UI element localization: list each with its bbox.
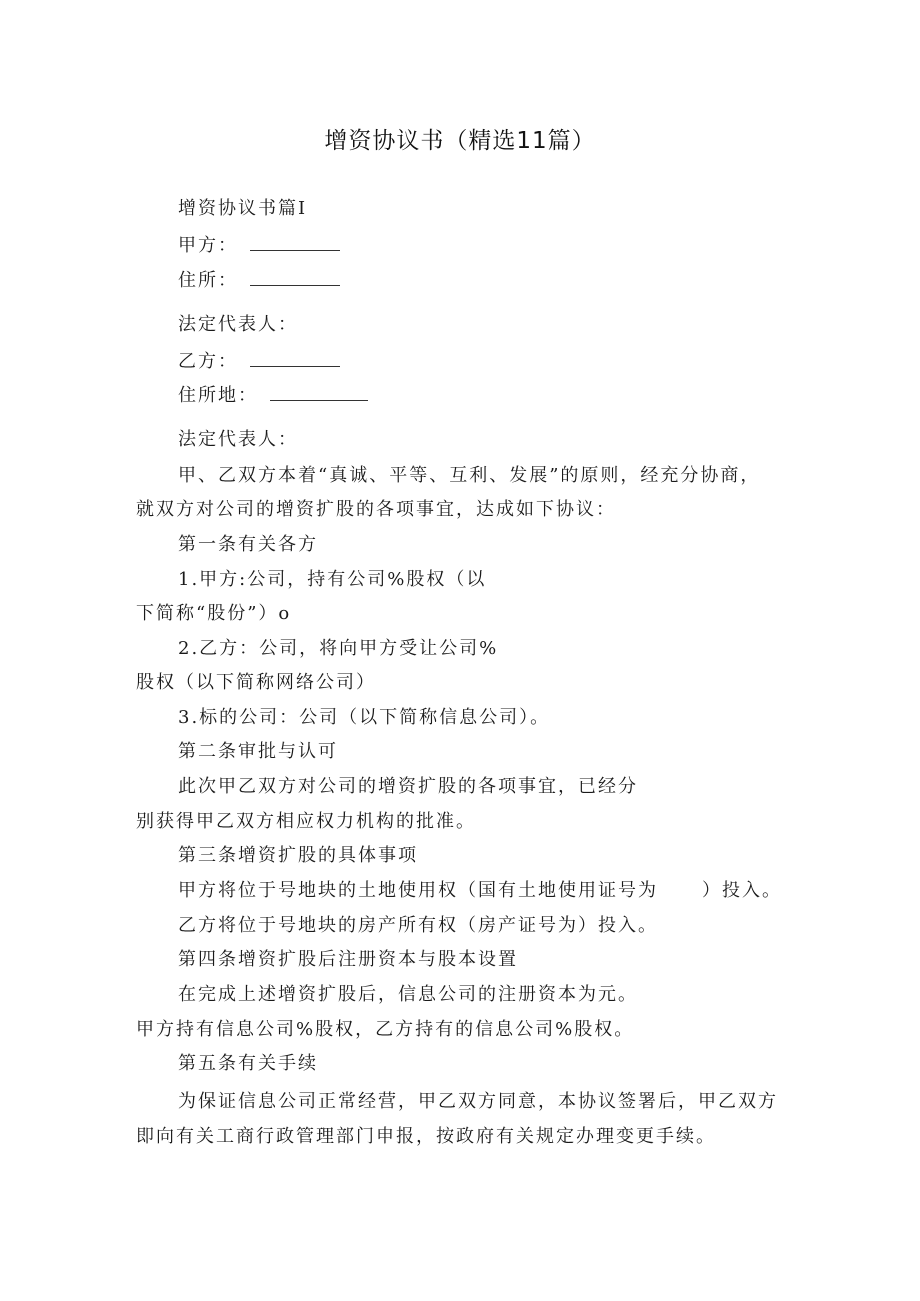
party-b-row <box>178 348 340 374</box>
party-a-row <box>178 232 340 258</box>
paragraph-line: 为保证信息公司正常经营，甲乙双方同意，本协议签署后，甲乙双方 <box>178 1091 778 1112</box>
paragraph-line <box>178 879 782 903</box>
party-b-representative: 法定代表人： <box>178 429 298 450</box>
paragraph-line: 乙方将位于号地块的房产所有权（房产证号为）投入。 <box>178 915 658 936</box>
party-a-label: 甲方： <box>178 235 238 256</box>
paragraph-line: 甲、乙双方本着“真诚、平等、互利、发展”的原则，经充分协商， <box>178 465 761 486</box>
document-title: 增资协议书（精选11篇） <box>324 128 596 154</box>
paragraph-line: 股权（以下简称网络公司） <box>136 672 376 693</box>
party-b-blank <box>250 348 340 367</box>
paragraph-line: 甲方持有信息公司%股权，乙方持有的信息公司%股权。 <box>136 1019 635 1040</box>
party-b-address-row <box>178 382 368 408</box>
section-heading: 增资协议书篇I <box>178 198 308 219</box>
paragraph-line: 在完成上述增资扩股后，信息公司的注册资本为元。 <box>178 984 638 1005</box>
article-heading: 第二条审批与认可 <box>178 741 338 762</box>
article-heading: 第一条有关各方 <box>178 534 318 555</box>
party-a-address-row <box>178 267 340 293</box>
party-a-blank <box>250 232 340 251</box>
party-a-address-label: 住所： <box>178 270 238 291</box>
paragraph-line: 1.甲方:公司，持有公司%股权（以 <box>178 569 487 590</box>
paragraph-line: 2.乙方：公司，将向甲方受让公司% <box>178 638 499 659</box>
paragraph-line: 就双方对公司的增资扩股的各项事宜，达成如下协议： <box>136 499 616 520</box>
paragraph-text: 甲方将位于号地块的土地使用权（国有土地使用证号为 <box>178 880 658 901</box>
party-b-address-blank <box>270 382 368 401</box>
party-b-label: 乙方： <box>178 351 238 372</box>
paragraph-text: ）投入。 <box>702 880 782 901</box>
party-a-address-blank <box>250 267 340 286</box>
paragraph-line: 此次甲乙双方对公司的增资扩股的各项事宜，已经分 <box>178 776 638 797</box>
party-b-address-label: 住所地： <box>178 385 258 406</box>
party-a-representative: 法定代表人： <box>178 314 298 335</box>
article-heading: 第四条增资扩股后注册资本与股本设置 <box>178 949 518 970</box>
paragraph-line: 3.标的公司：公司（以下简称信息公司）。 <box>178 707 551 728</box>
article-heading: 第五条有关手续 <box>178 1053 318 1074</box>
paragraph-line: 别获得甲乙双方相应权力机构的批准。 <box>136 811 476 832</box>
paragraph-line: 即向有关工商行政管理部门申报，按政府有关规定办理变更手续。 <box>136 1126 716 1147</box>
article-heading: 第三条增资扩股的具体事项 <box>178 845 418 866</box>
paragraph-line: 下简称“股份”）o <box>136 603 292 624</box>
